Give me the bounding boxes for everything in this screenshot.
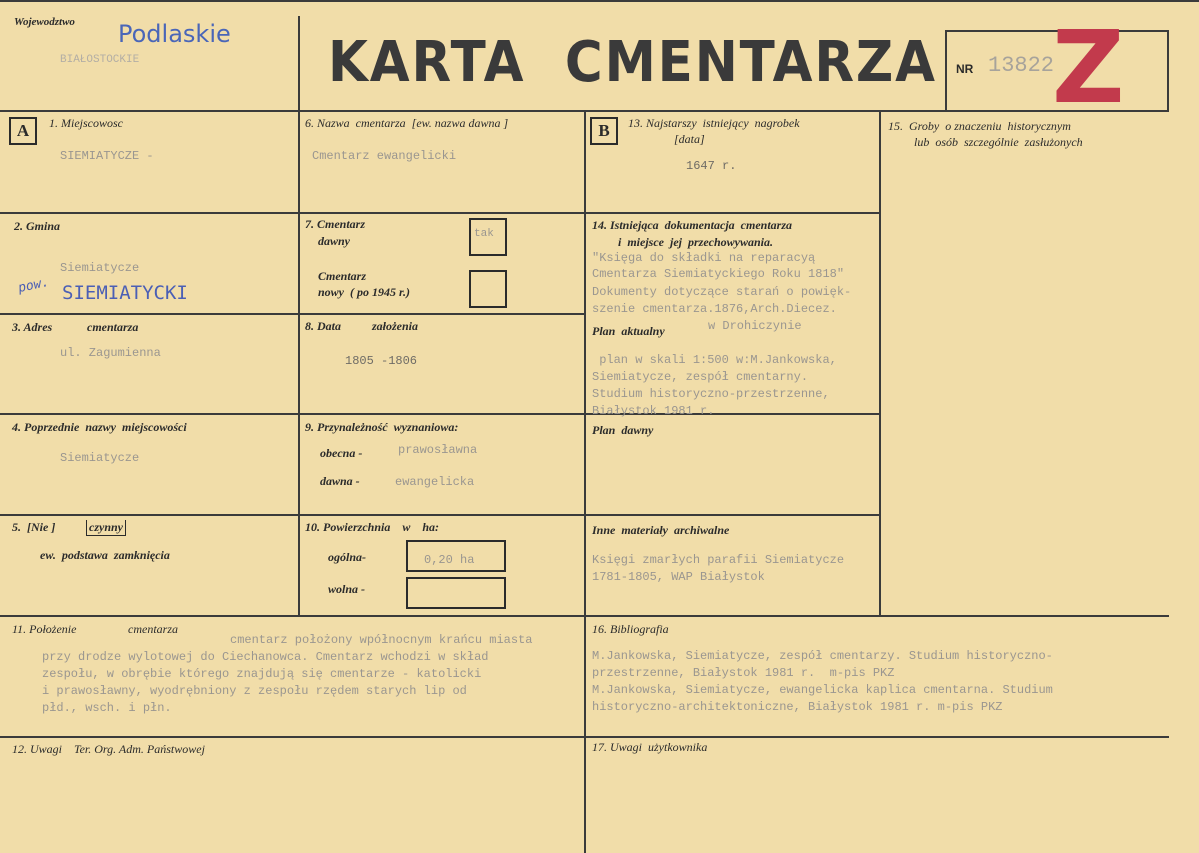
other-archives-line-2: 1781-1805, WAP Białystok [592,570,765,584]
field-10-label: 10. Powierzchnia w ha: [305,520,440,534]
divider [879,110,881,616]
divider [0,0,1199,2]
field-8-label-b: założenia [372,319,419,333]
divider [0,413,880,415]
other-archives-line-1: Księgi zmarłych parafii Siemiatycze [592,553,845,567]
old-region-stamp: BIAŁOSTOCKIE [60,54,140,66]
field-9-obecna-label: obecna - [320,446,363,460]
field-16-line-4: historyczno-architektoniczne, Białystok 1981 r. m-pis PKZ [592,700,1003,714]
field-16-line-1: M.Jankowska, Siemiatycze, zespół cmentarzy. Studium historyczno- [592,649,1053,663]
field-8-value: 1805 -1806 [345,354,418,368]
section-letter-b: B [590,117,618,145]
field-10-wolna-label: wolna - [328,582,366,596]
field-2-pen-prefix: pow. [16,274,51,297]
field-3-value: ul. Zagumienna [60,346,161,360]
category-mark: Z [1052,9,1125,126]
field-15-label-a: 15. Groby o znaczeniu historycznym [888,119,1071,133]
field-7-new-checkbox[interactable] [469,270,507,308]
divider [1167,30,1169,112]
field-9-label: 9. Przynależność wyznaniowa: [305,420,459,434]
field-17-label: 17. Uwagi użytkownika [592,740,708,754]
plan-current-label: Plan aktualny [592,324,665,338]
field-15-label-b: lub osób szczególnie zasłużonych [914,135,1083,149]
field-9-dawna-label: dawna - [320,474,360,488]
field-14-line-2: Cmentarza Siemiatyckiego Roku 1818" [592,267,845,281]
plan-current-line-3: Studium historyczno-przestrzenne, [592,387,830,401]
wojewodztwo-label: Wojewodztwo [14,16,75,28]
field-10-ogolna-value: 0,20 ha [424,553,475,567]
field-12-label: 12. Uwagi Ter. Org. Adm. Państwowej [12,742,205,756]
field-3-label-b: cmentarza [87,320,139,334]
field-14-line-3: Dokumenty dotyczące starań o powięk- [592,285,852,299]
field-11-line-3: zespołu, w obrębie którego znajdują się cmentarze - katolicki [42,667,482,681]
divider [298,16,300,616]
plan-current-line-4: Białystok 1981 r. [592,404,715,418]
field-1-value: SIEMIATYCZE - [60,149,154,163]
divider [0,212,880,214]
field-6-label: 6. Nazwa cmentarza [ew. nazwa dawna ] [305,116,509,130]
field-7-label-c: Cmentarz [318,269,367,283]
field-10-wolna-box[interactable] [406,577,506,609]
divider [0,514,880,516]
field-7-label-b: dawny [318,234,351,248]
section-letter-a: A [9,117,37,145]
plan-current-line-2: Siemiatycze, zespół cmentarny. [592,370,809,384]
plan-current-line-1: plan w skali 1:500 w:M.Jankowska, [592,353,837,367]
field-16-line-3: M.Jankowska, Siemiatycze, ewangelicka kaplica cmentarna. Studium [592,683,1053,697]
field-11-line-4: i prawosławny, wyodrębniony z zespołu rzędem starych lip od [42,684,467,698]
other-archives-label: Inne materiały archiwalne [592,523,730,537]
field-7-label-d: nowy ( po 1945 r.) [318,285,411,299]
field-11-label-b: cmentarza [128,622,178,636]
wojewodztwo-stamp: Podlaskie [118,20,231,48]
field-5-label-c: ew. podstawa zamknięcia [40,548,170,562]
field-4-label: 4. Poprzednie nazwy miejscowości [12,420,187,434]
field-16-label: 16. Bibliografia [592,622,669,636]
field-1-label: 1. Miejscowosc [49,116,123,130]
field-9-dawna-value: ewangelicka [395,475,475,489]
field-2-pen-value: SIEMIATYCKI [62,282,188,304]
field-13-label-b: [data] [674,132,705,146]
field-2-value: Siemiatycze [60,261,140,275]
field-9-obecna-value: prawosławna [398,443,478,457]
field-14-line-4: szenie cmentarza.1876,Arch.Diecez. [592,302,837,316]
field-14-archive-location: w Drohiczynie [708,319,802,333]
plan-old-label: Plan dawny [592,423,654,437]
field-14-label-a: 14. Istniejąca dokumentacja cmentarza [592,218,793,232]
field-5-label-a: 5. [Nie ] [12,520,56,534]
field-16-line-2: przestrzenne, Białystok 1981 r. m-pis PKZ [592,666,895,680]
page-title: KARTA CMENTARZA [328,30,937,95]
field-11-line-5: płd., wsch. i płn. [42,701,172,715]
field-11-label-a: 11. Położenie [12,622,77,636]
divider [0,313,585,315]
field-3-label-a: 3. Adres [12,320,53,334]
field-13-label-a: 13. Najstarszy istniejący nagrobek [628,116,800,130]
field-8-label-a: 8. Data [305,319,341,333]
field-2-label: 2. Gmina [14,219,61,233]
divider [945,30,947,112]
field-4-value: Siemiatycze [60,451,140,465]
field-10-ogolna-label: ogólna- [328,550,367,564]
field-14-line-1: "Księga do składki na reparacyą [592,251,816,265]
nr-label: NR [956,62,974,76]
field-11-line-1: cmentarz położony wpółnocnym krańcu miasta [230,633,533,647]
field-7-old-value: tak [474,228,494,240]
field-11-line-2: przy drodze wylotowej do Ciechanowca. Cmentarz wchodzi w skład [42,650,489,664]
field-7-label-a: 7. Cmentarz [305,217,366,231]
field-6-value: Cmentarz ewangelicki [312,149,457,163]
field-13-value: 1647 r. [686,159,737,173]
nr-value: 13822 [988,53,1055,78]
field-14-label-b: i miejsce jej przechowywania. [618,235,773,249]
divider [584,110,586,853]
field-5-label-b: czynny [86,520,126,536]
